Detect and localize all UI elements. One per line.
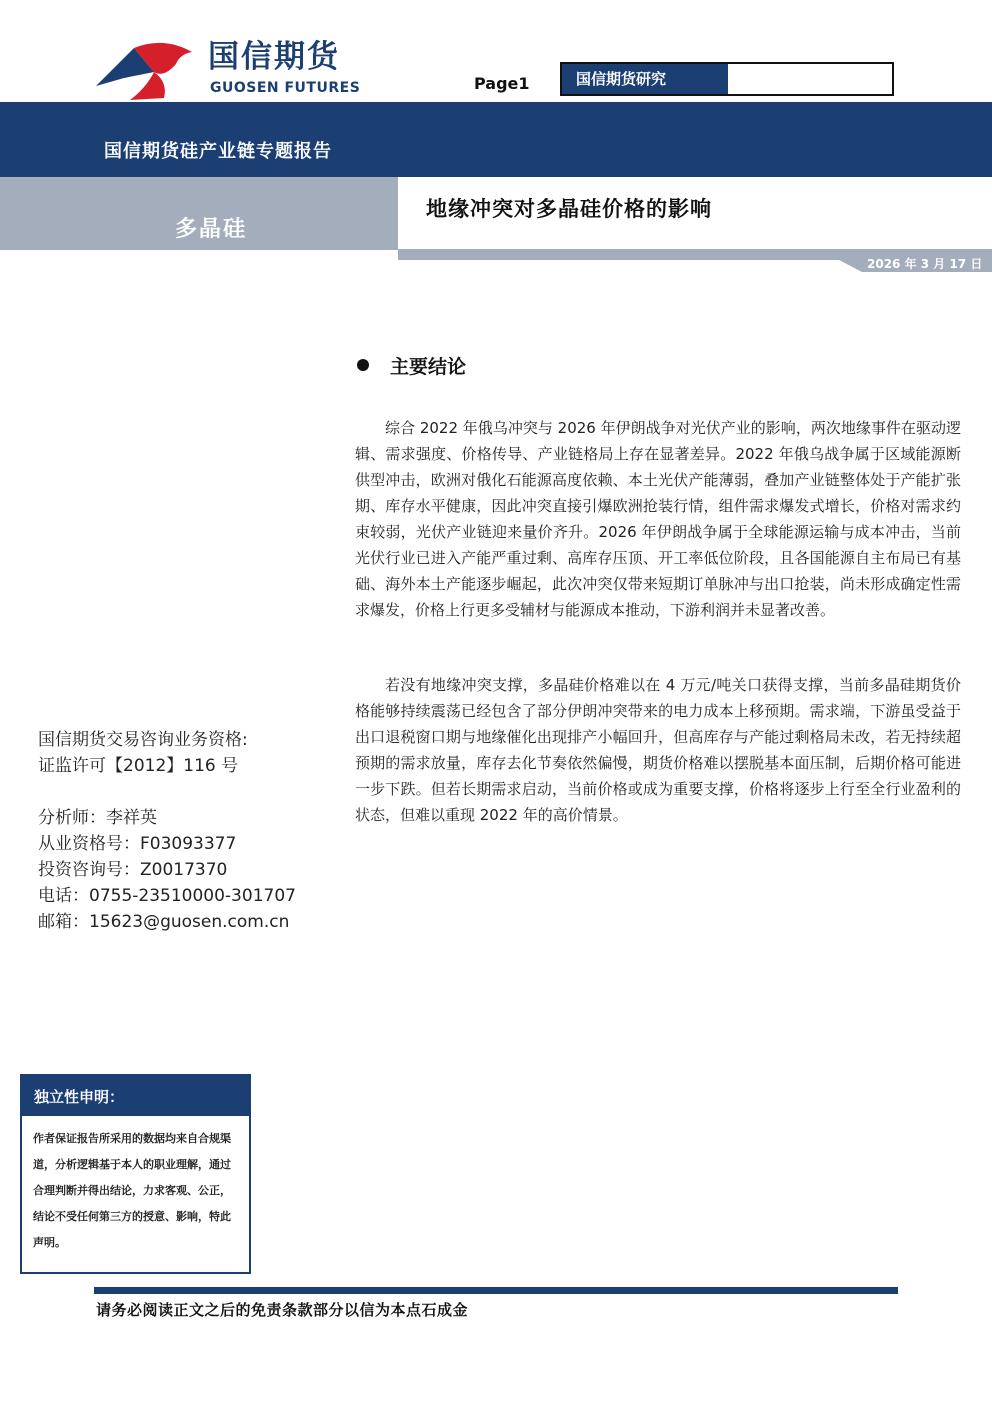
guosen-logo-icon	[94, 38, 204, 102]
license-line: 证监许可【2012】116 号	[38, 756, 239, 776]
bullet-icon	[357, 359, 369, 371]
brand-name-cn: 国信期货	[208, 39, 340, 75]
independence-statement-title: 独立性申明：	[34, 1088, 125, 1106]
date-tab-slant	[820, 250, 862, 272]
analyst-email: 邮箱：15623@guosen.com.cn	[38, 912, 290, 932]
analyst-phone: 电话：0755-23510000-301707	[38, 886, 296, 906]
page-number: Page1	[474, 74, 530, 93]
section-heading: 主要结论	[390, 356, 467, 378]
report-title: 地缘冲突对多晶硅价格的影响	[426, 197, 712, 221]
category-label: 多晶硅	[175, 217, 248, 242]
independence-statement-body: 作者保证报告所采用的数据均来自合规渠道，分析逻辑基于本人的职业理解，通过合理判断并得出结论，力求客观、公正，结论不受任何第三方的授意、影响，特此声明。	[33, 1132, 231, 1249]
analyst-name: 分析师：李祥英	[38, 808, 157, 828]
report-date: 2026 年 3 月 17 日	[867, 257, 983, 271]
qualification-line: 国信期货交易咨询业务资格:	[38, 730, 248, 750]
footer-notice: 请务必阅读正文之后的免责条款部分以信为本点石成金	[96, 1301, 469, 1319]
brand-name-en: GUOSEN FUTURES	[210, 80, 361, 96]
footer-rule	[94, 1287, 898, 1294]
paragraph: 若没有地缘冲突支撑，多晶硅价格难以在 4 万元/吨关口获得支撑，当前多晶硅期货价格能够持续震荡已经包含了部分伊朗冲突带来的电力成本上移预期。需求端，下游虽受益于出口退税窗口期与地缘催化出现排产小幅回升，但高库存与产能过剩格局未改，若无持续超预期的需求放量，库存去化节奏依然偏慢，期货价格难以摆脱基本面压制，后期价格可能进一步下跌。但若长期需求启动，当前价格或成为重要支撑，价格将逐步上行至全行业盈利的状态，但难以重现 2022 年的高价情景。	[355, 676, 961, 824]
analyst-advisory-no: 投资咨询号：Z0017370	[38, 860, 228, 880]
research-label-box	[560, 62, 894, 96]
research-label-blank	[728, 64, 892, 94]
report-series-title: 国信期货硅产业链专题报告	[104, 141, 332, 162]
analyst-cert: 从业资格号：F03093377	[38, 834, 237, 854]
research-label: 国信期货研究	[562, 64, 728, 94]
paragraph: 综合 2022 年俄乌冲突与 2026 年伊朗战争对光伏产业的影响，两次地缘事件在驱动逻辑、需求强度、价格传导、产业链格局上存在显著差异。2022 年俄乌战争属于区域能源断供型冲击，欧洲对俄化石能源高度依赖、本土光伏产能薄弱，叠加产业链整体处于产能扩张期、库存水平健康，因此冲突直接引爆欧洲抢装行情，组件需求爆发式增长，价格对需求约束较弱，光伏产业链迎来量价齐升。2026 年伊朗战争属于全球能源运输与成本冲击，当前光伏行业已进入产能严重过剩、高库存压顶、开工率低位阶段，且各国能源自主布局已有基础、海外本土产能逐步崛起，此次冲突仅带来短期订单脉冲与出口抢装，尚未形成确定性需求爆发，价格上行更多受辅材与能源成本推动，下游利润并未显著改善。	[355, 419, 961, 619]
